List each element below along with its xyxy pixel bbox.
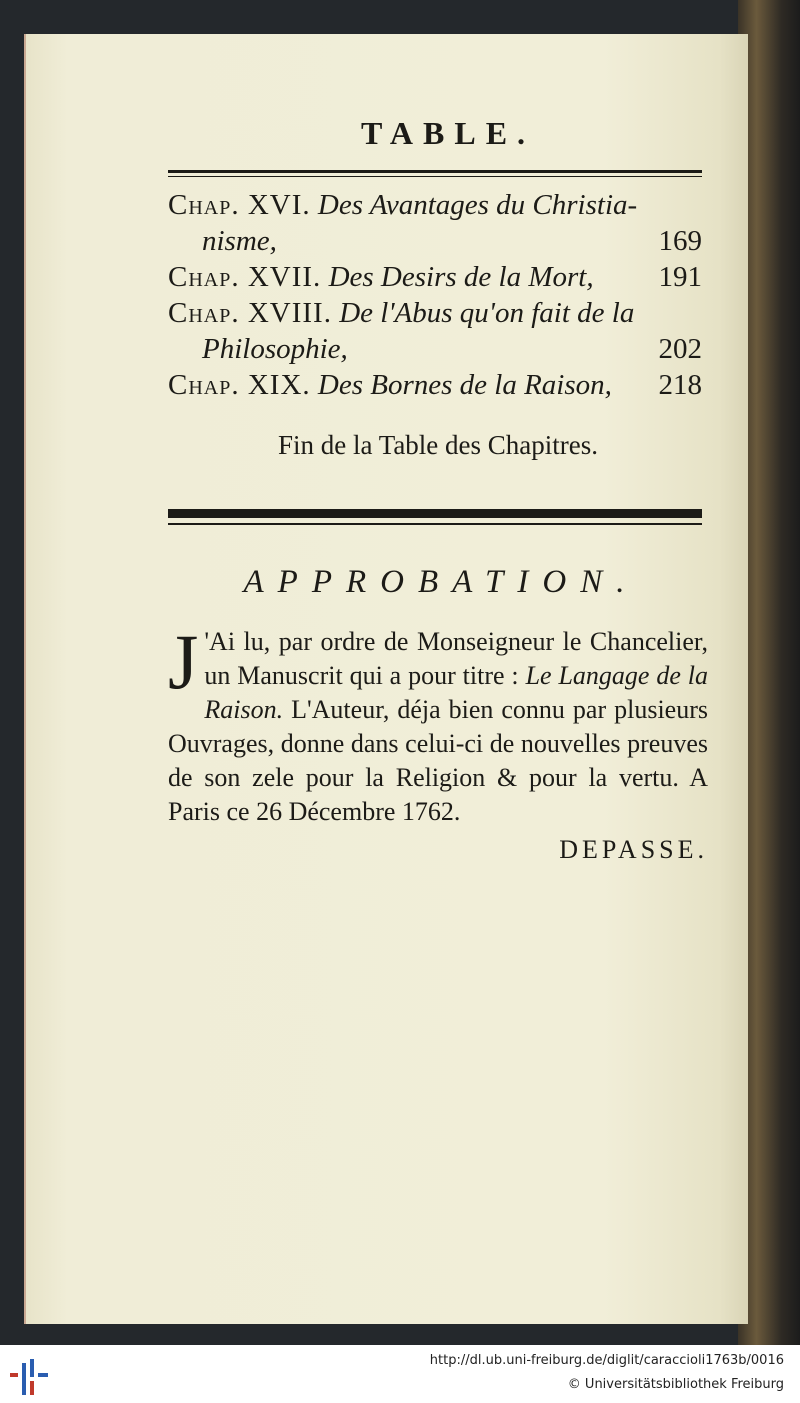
chapter-number: Chap. XIX. <box>168 369 311 401</box>
chapter-title: Des Avantages du Christia- <box>317 189 638 221</box>
drop-cap: J <box>168 618 199 705</box>
chapter-title: De l'Abus qu'on fait de la <box>339 297 635 329</box>
signature: DEPASSE. <box>559 835 708 864</box>
chapter-title: nisme, <box>202 225 277 257</box>
chapter-title: Des Desirs de la Mort, <box>328 261 594 293</box>
chapter-number: Chap. XVII. <box>168 261 322 293</box>
toc-entry <box>168 295 708 331</box>
approbation-text-start: 'Ai lu, par ordre de Monseigneur le Chancelier, un Manuscrit qui a pour titre : <box>204 627 708 690</box>
chapter-title: Philosophie, <box>202 333 348 365</box>
table-of-contents <box>168 187 708 403</box>
page-number: 169 <box>658 225 702 257</box>
toc-entry <box>168 259 708 295</box>
toc-entry <box>168 187 708 223</box>
table-end-note: Fin de la Table des Chapitres. <box>277 430 599 460</box>
section-divider <box>168 509 702 527</box>
chapter-title: Des Bornes de la Raison, <box>317 369 612 401</box>
table-heading: TABLE. <box>360 115 536 151</box>
copyright-notice: © Universitätsbibliothek Freiburg <box>567 1377 784 1392</box>
page-number: 191 <box>658 261 702 293</box>
approbation-paragraph <box>168 618 709 829</box>
viewer-footer <box>0 1345 800 1403</box>
chapter-number: Chap. XVI. <box>168 189 311 221</box>
library-logo-icon <box>10 1355 50 1395</box>
chapter-number: Chap. XVIII. <box>168 297 332 329</box>
permalink-link[interactable]: http://dl.ub.uni-freiburg.de/diglit/caraccioli1763b/0016 <box>429 1353 784 1368</box>
toc-entry-continuation <box>168 331 708 367</box>
approbation-text-end: L'Auteur, déja bien connu par plusieurs Ouvrages, donne dans celui-ci de nouvelles preuves de son zele pour la Religion & pour la vertu. A Paris ce 26 Décembre 1762. <box>168 695 708 826</box>
divider-bar-thin <box>168 523 702 525</box>
toc-entry <box>168 367 708 403</box>
book-title-italic: Le Langage de la Raison. <box>204 661 709 724</box>
approbation-heading: APPROBATION. <box>243 564 639 600</box>
divider-bar-thick <box>168 509 702 518</box>
page-content <box>168 110 708 865</box>
toc-entry-continuation <box>168 223 708 259</box>
header-rule <box>168 170 702 177</box>
page-number: 218 <box>658 369 702 401</box>
page-number: 202 <box>658 333 702 365</box>
